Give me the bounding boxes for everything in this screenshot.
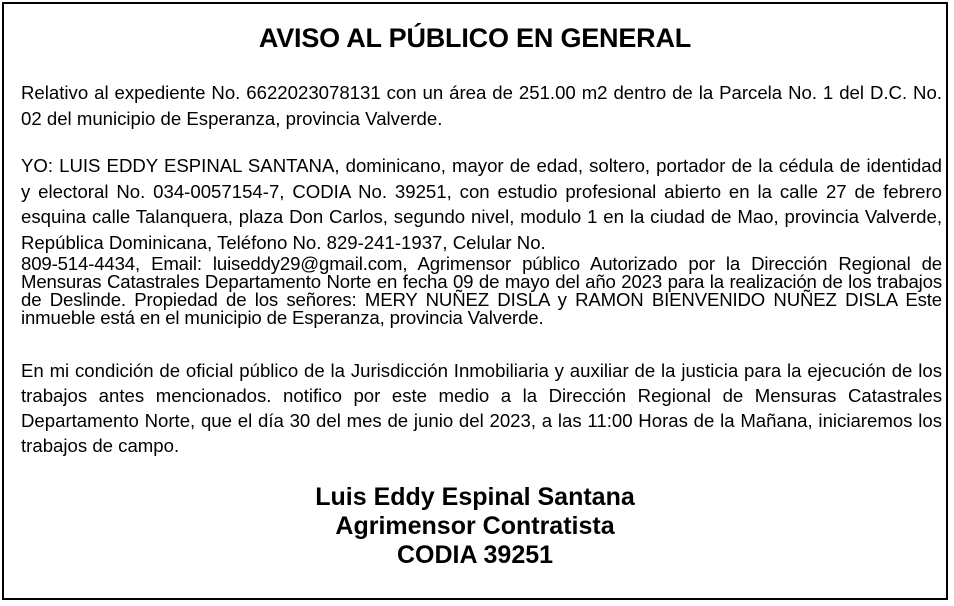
- notice-title: AVISO AL PÚBLICO EN GENERAL: [258, 23, 692, 53]
- surveyor-declaration-continuation: 809-514-4434, Email: luiseddy29@gmail.com, Agrimensor público Autorizado por la Dirección Regional de Mensuras Catastrales Departamento Norte en fecha 09 de mayo del año 2023 para la realización de los trabajos de Deslinde. Propiedad de los señores: MERY NUÑEZ DISLA y RAMON BIENVENIDO NUÑEZ DISLA Este inmueble está en el municipio de Esperanza, provincia Valverde.: [21, 253, 942, 328]
- notification-paragraph: En mi condición de oficial público de la Jurisdicción Inmobiliaria y auxiliar de la justicia para la ejecución de los trabajos antes mencionados. notifico por este medio a la Dirección Regional de Mensuras Catastrales Departamento Norte, que el día 30 del mes de junio del 2023, a las 11:00 Horas de la Mañana, iniciaremos los trabajos de campo.: [21, 360, 942, 456]
- signature-block: [4, 483, 946, 570]
- public-notice: [2, 2, 948, 600]
- signature-role: Agrimensor Contratista: [335, 512, 615, 540]
- signature-codia: CODIA 39251: [396, 541, 554, 569]
- signature-name: Luis Eddy Espinal Santana: [315, 483, 635, 511]
- surveyor-declaration-paragraph: YO: LUIS EDDY ESPINAL SANTANA, dominicano, mayor de edad, soltero, portador de la cédula de identidad y electoral No. 034-0057154-7, CODIA No. 39251, con estudio profesional abierto en la calle 27 de febrero esquina calle Talanquera, plaza Don Carlos, segundo nivel, modulo 1 en la ciudad de Mao, provincia Valverde, República Dominicana, Teléfono No. 829-241-1937, Celular No.: [21, 155, 942, 253]
- expediente-paragraph: Relativo al expediente No. 6622023078131 con un área de 251.00 m2 dentro de la Parcela No. 1 del D.C. No. 02 del municipio de Esperanza, provincia Valverde.: [21, 82, 942, 129]
